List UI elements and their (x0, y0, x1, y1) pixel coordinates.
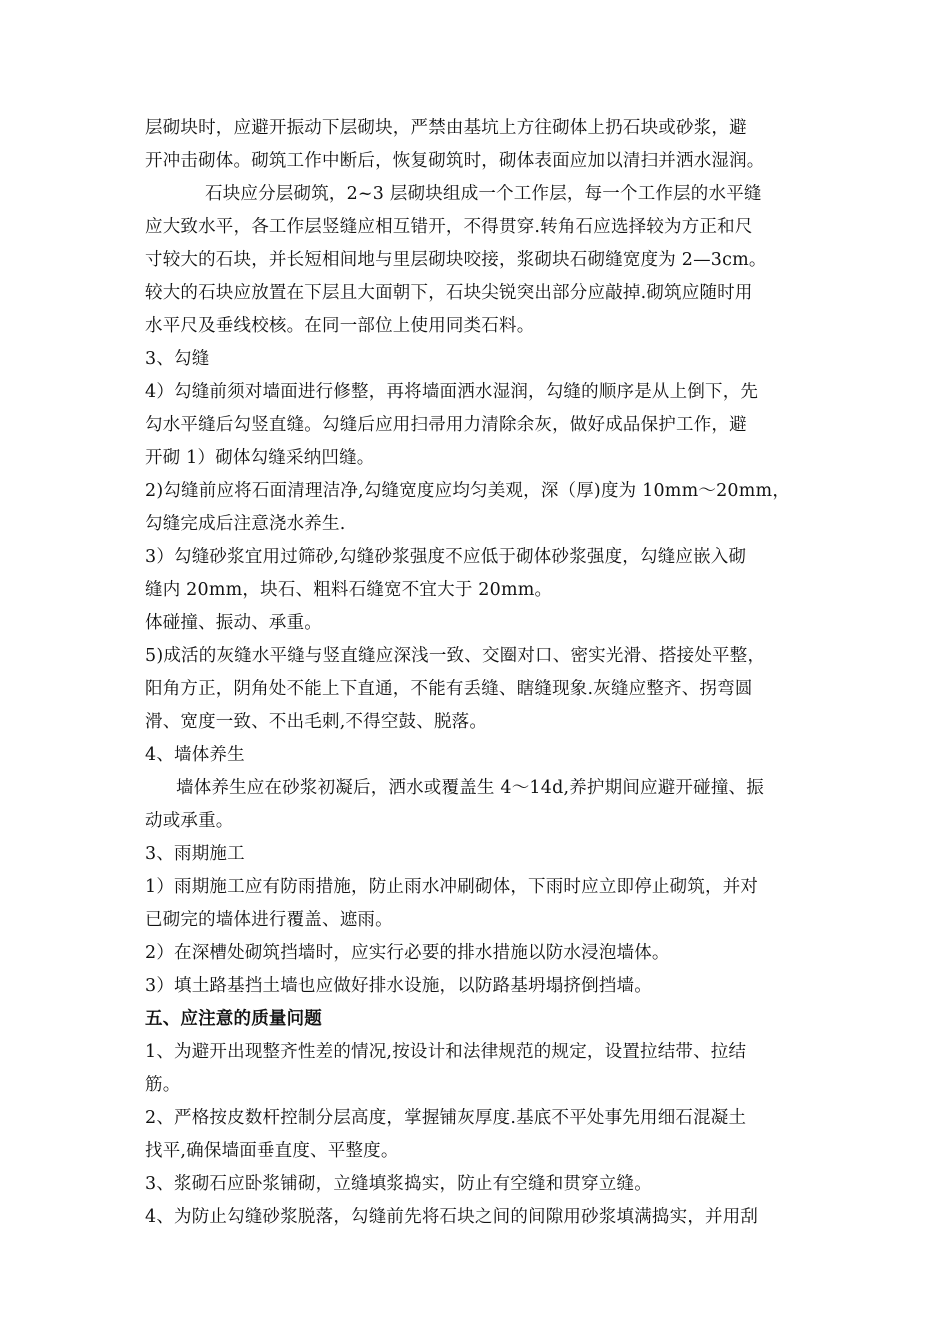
text-line: 开冲击砌体。砌筑工作中断后，恢复砌筑时，砌体表面应加以清扫并洒水湿润。 (145, 151, 765, 171)
text-line: 找平,确保墙面垂直度、平整度。 (145, 1141, 399, 1161)
section-heading: 4、墙体养生 (145, 745, 245, 765)
text-line: 应大致水平，各工作层竖缝应相互错开，不得贯穿.转角石应选择较为方正和尺 (145, 217, 753, 237)
list-item-line: 1、为避开出现整齐性差的情况,按设计和法律规范的规定，设置拉结带、拉结 (145, 1042, 747, 1062)
list-item-line: 2)勾缝前应将石面清理洁净,勾缝宽度应均匀美观，深（厚)度为 10mm～20mm， (145, 481, 791, 501)
text-line: 寸较大的石块，并长短相间地与里层砌块咬接，浆砌块石砌缝宽度为 2—3cm。 (145, 250, 767, 270)
text-line: 较大的石块应放置在下层且大面朝下，石块尖锐突出部分应敲掉.砌筑应随时用 (145, 283, 753, 303)
list-item-line: 2、严格按皮数杆控制分层高度，掌握铺灰厚度.基底不平处事先用细石混凝土 (145, 1108, 747, 1128)
section-heading: 3、雨期施工 (145, 844, 245, 864)
text-line: 水平尺及垂线校核。在同一部位上使用同类石料。 (145, 316, 535, 336)
text-line: 勾缝完成后注意浇水养生. (145, 514, 346, 534)
list-item-line: 2）在深槽处砌筑挡墙时，应实行必要的排水措施以防水浸泡墙体。 (145, 943, 670, 963)
paragraph-start-line: 墙体养生应在砂浆初凝后，洒水或覆盖生 4～14d,养护期间应避开碰撞、振 (176, 778, 764, 798)
text-line: 动或承重。 (145, 811, 234, 831)
section-heading: 3、勾缝 (145, 349, 210, 369)
text-line: 勾水平缝后勾竖直缝。勾缝后应用扫帚用力清除余灰，做好成品保护工作，避 (145, 415, 747, 435)
text-line: 筋。 (145, 1075, 181, 1095)
text-line: 开砌 1）砌体勾缝采纳凹缝。 (145, 448, 375, 468)
list-item-line: 5)成活的灰缝水平缝与竖直缝应深浅一致、交圈对口、密实光滑、搭接处平整， (145, 646, 766, 666)
list-item-line: 3、浆砌石应卧浆铺砌，立缝填浆捣实，防止有空缝和贯穿立缝。 (145, 1174, 652, 1194)
text-line: 缝内 20mm，块石、粗料石缝宽不宜大于 20mm。 (145, 580, 553, 600)
paragraph-start-line: 石块应分层砌筑，2~3 层砌块组成一个工作层，每一个工作层的水平缝 (205, 184, 762, 204)
text-line: 体碰撞、振动、承重。 (145, 613, 322, 633)
text-line: 已砌完的墙体进行覆盖、遮雨。 (145, 910, 393, 930)
list-item-line: 4）勾缝前须对墙面进行修整，再将墙面洒水湿润，勾缝的顺序是从上倒下，先 (145, 382, 759, 402)
list-item-line: 3）填土路基挡土墙也应做好排水设施，以防路基坍塌挤倒挡墙。 (145, 976, 652, 996)
text-line: 滑、宽度一致、不出毛刺,不得空鼓、脱落。 (145, 712, 488, 732)
chapter-heading: 五、应注意的质量问题 (145, 1009, 322, 1029)
list-item-line: 1）雨期施工应有防雨措施，防止雨水冲刷砌体，下雨时应立即停止砌筑，并对 (145, 877, 759, 897)
text-line: 阳角方正，阴角处不能上下直通，不能有丢缝、瞎缝现象.灰缝应整齐、拐弯圆 (145, 679, 753, 699)
list-item-line: 4、为防止勾缝砂浆脱落，勾缝前先将石块之间的间隙用砂浆填满捣实，并用刮 (145, 1207, 759, 1227)
text-line: 层砌块时，应避开振动下层砌块，严禁由基坑上方往砌体上扔石块或砂浆，避 (145, 118, 747, 138)
list-item-line: 3）勾缝砂浆宜用过筛砂,勾缝砂浆强度不应低于砌体砂浆强度，勾缝应嵌入砌 (145, 547, 747, 567)
